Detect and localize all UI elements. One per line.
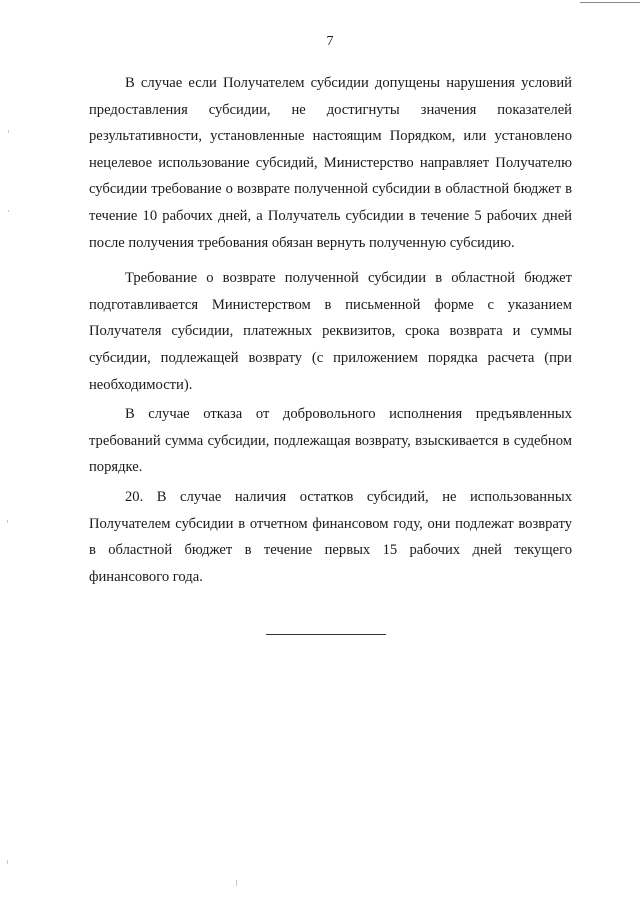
paragraph-return-requirement: Требование о возврате полученной субсидии в областной бюджет подготавливается Министерством в письменной форме с указанием Получателя субсидии, платежных реквизитов, срока возврата и суммы субсидии, подлежащей возврату (с приложением порядка расчета (при необходимости). [89,270,572,393]
scan-speck [8,130,9,133]
paragraph-court-recovery: В случае отказа от добровольного исполнения предъявленных требований сумма субсидии, подлежащая возврату, взыскивается в судебном порядке. [89,406,572,476]
paragraph-subsidy-violation: В случае если Получателем субсидии допущены нарушения условий предоставления субсидии, не достигнуты значения показателей результативности, установленные настоящим Порядком, или установлено нецелевое использование субсидий, Министерство направляет Получателю субсидии требование о возврате полученной субсидии в областной бюджет в течение 10 рабочих дней, а Получатель субсидии в течение 5 рабочих дней после получения требования обязан вернуть полученную субсидию. [89,75,572,251]
scan-speck [7,860,8,864]
scan-edge-line [580,2,640,3]
scan-speck [7,520,8,523]
scan-speck [236,880,237,886]
document-body [89,70,572,590]
page-number: 7 [326,34,334,49]
end-of-text-rule [266,634,386,635]
scan-speck [8,210,9,212]
paragraph-item-20-remainder: 20. В случае наличия остатков субсидий, не использованных Получателем субсидии в отчетном финансовом году, они подлежат возврату в областной бюджет в течение первых 15 рабочих дней текущего финансового года. [89,488,572,585]
